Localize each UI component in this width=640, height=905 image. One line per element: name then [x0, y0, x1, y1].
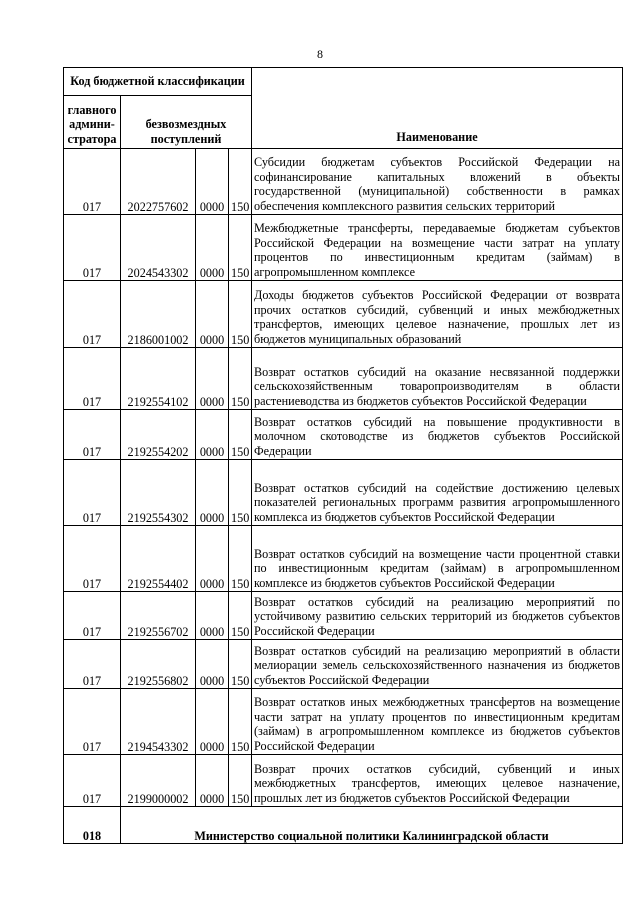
name-cell: Возврат остатков субсидий на оказание несвязанной поддержки сельскохозяйственным товаропроизводителям в области растениеводства из бюджетов субъектов Российской Федерации [252, 348, 623, 410]
header-row-1 [64, 68, 623, 96]
table-row [64, 689, 623, 755]
name-cell: Возврат остатков субсидий на реализацию мероприятий по устойчивому развитию сельских территорий из бюджетов субъектов Российской Федерации [252, 592, 623, 640]
name-cell: Возврат прочих остатков субсидий, субвенций и иных межбюджетных трансфертов, имеющих целевое назначение, прошлых лет из бюджетов субъектов Российской Федерации [252, 755, 623, 807]
table-row [64, 755, 623, 807]
table-row [64, 526, 623, 592]
ministry-code-cell: 018 [64, 807, 121, 844]
admin-code-cell: 017 [64, 410, 121, 460]
table-row [64, 149, 623, 215]
subtype-code-cell: 0000 [196, 281, 229, 348]
kind-code-cell: 150 [229, 149, 252, 215]
table-row [64, 348, 623, 410]
name-cell: Возврат остатков субсидий на реализацию мероприятий в области мелиорации земель сельскохозяйственного назначения из бюджетов субъектов Российской Федерации [252, 640, 623, 689]
kind-code-cell: 150 [229, 755, 252, 807]
revenue-code-cell: 2186001002 [121, 281, 196, 348]
revenue-code-cell: 2192554302 [121, 460, 196, 526]
subtype-code-cell: 0000 [196, 149, 229, 215]
kind-code-cell: 150 [229, 592, 252, 640]
kind-code-cell: 150 [229, 460, 252, 526]
subtype-code-cell: 0000 [196, 755, 229, 807]
subtype-code-cell: 0000 [196, 410, 229, 460]
revenue-code-cell: 2192556702 [121, 592, 196, 640]
table-row [64, 215, 623, 281]
name-cell: Возврат остатков субсидий на повышение продуктивности в молочном скотоводстве из бюджетов субъектов Российской Федерации [252, 410, 623, 460]
header-admin: главного админи-стратора [64, 96, 121, 149]
subtype-code-cell: 0000 [196, 460, 229, 526]
revenue-code-cell: 2192556802 [121, 640, 196, 689]
table-row [64, 281, 623, 348]
admin-code-cell: 017 [64, 149, 121, 215]
admin-code-cell: 017 [64, 348, 121, 410]
admin-code-cell: 017 [64, 281, 121, 348]
table-row [64, 460, 623, 526]
admin-code-cell: 017 [64, 526, 121, 592]
revenue-code-cell: 2022757602 [121, 149, 196, 215]
table-row [64, 592, 623, 640]
kind-code-cell: 150 [229, 215, 252, 281]
admin-code-cell: 017 [64, 689, 121, 755]
revenue-code-cell: 2199000002 [121, 755, 196, 807]
table-row [64, 640, 623, 689]
revenue-code-cell: 2192554102 [121, 348, 196, 410]
subtype-code-cell: 0000 [196, 215, 229, 281]
revenue-code-cell: 2024543302 [121, 215, 196, 281]
admin-code-cell: 017 [64, 460, 121, 526]
kind-code-cell: 150 [229, 526, 252, 592]
revenue-code-cell: 2192554202 [121, 410, 196, 460]
budget-classification-table [63, 67, 623, 844]
header-group: Код бюджетной классификации [64, 68, 252, 96]
subtype-code-cell: 0000 [196, 689, 229, 755]
revenue-code-cell: 2192554402 [121, 526, 196, 592]
admin-code-cell: 017 [64, 755, 121, 807]
ministry-name-cell: Министерство социальной политики Калининградской области [121, 807, 623, 844]
name-cell: Возврат остатков иных межбюджетных трансфертов на возмещение части затрат на уплату процентов по инвестиционным кредитам (займам) в агропромышленном комплексе из бюджетов субъектов Российской Федерации [252, 689, 623, 755]
name-cell: Межбюджетные трансферты, передаваемые бюджетам субъектов Российской Федерации на возмещение части затрат на уплату процентов по инвестиционным кредитам (займам) в агропромышленном комплексе [252, 215, 623, 281]
subtype-code-cell: 0000 [196, 526, 229, 592]
table-row [64, 410, 623, 460]
name-cell: Возврат остатков субсидий на содействие достижению целевых показателей региональных программ развития агропромышленного комплекса из бюджетов субъектов Российской Федерации [252, 460, 623, 526]
ministry-row [64, 807, 623, 844]
subtype-code-cell: 0000 [196, 348, 229, 410]
header-revenue: безвозмездных поступлений [121, 96, 252, 149]
admin-code-cell: 017 [64, 215, 121, 281]
kind-code-cell: 150 [229, 348, 252, 410]
name-cell: Доходы бюджетов субъектов Российской Федерации от возврата прочих остатков субсидий, субвенций и иных межбюджетных трансфертов, имеющих целевое назначение, прошлых лет из бюджетов муниципальных образований [252, 281, 623, 348]
admin-code-cell: 017 [64, 592, 121, 640]
kind-code-cell: 150 [229, 410, 252, 460]
kind-code-cell: 150 [229, 640, 252, 689]
revenue-code-cell: 2194543302 [121, 689, 196, 755]
kind-code-cell: 150 [229, 281, 252, 348]
page-number: 8 [317, 47, 323, 61]
admin-code-cell: 017 [64, 640, 121, 689]
subtype-code-cell: 0000 [196, 640, 229, 689]
name-cell: Субсидии бюджетам субъектов Российской Федерации на софинансирование капитальных вложений в объекты государственной (муниципальной) собственности в рамках обеспечения комплексного развития сельских территорий [252, 149, 623, 215]
name-cell: Возврат остатков субсидий на возмещение части процентной ставки по инвестиционным кредитам (займам) в агропромышленном комплексе из бюджетов субъектов Российской Федерации [252, 526, 623, 592]
kind-code-cell: 150 [229, 689, 252, 755]
subtype-code-cell: 0000 [196, 592, 229, 640]
header-name: Наименование [252, 68, 623, 149]
